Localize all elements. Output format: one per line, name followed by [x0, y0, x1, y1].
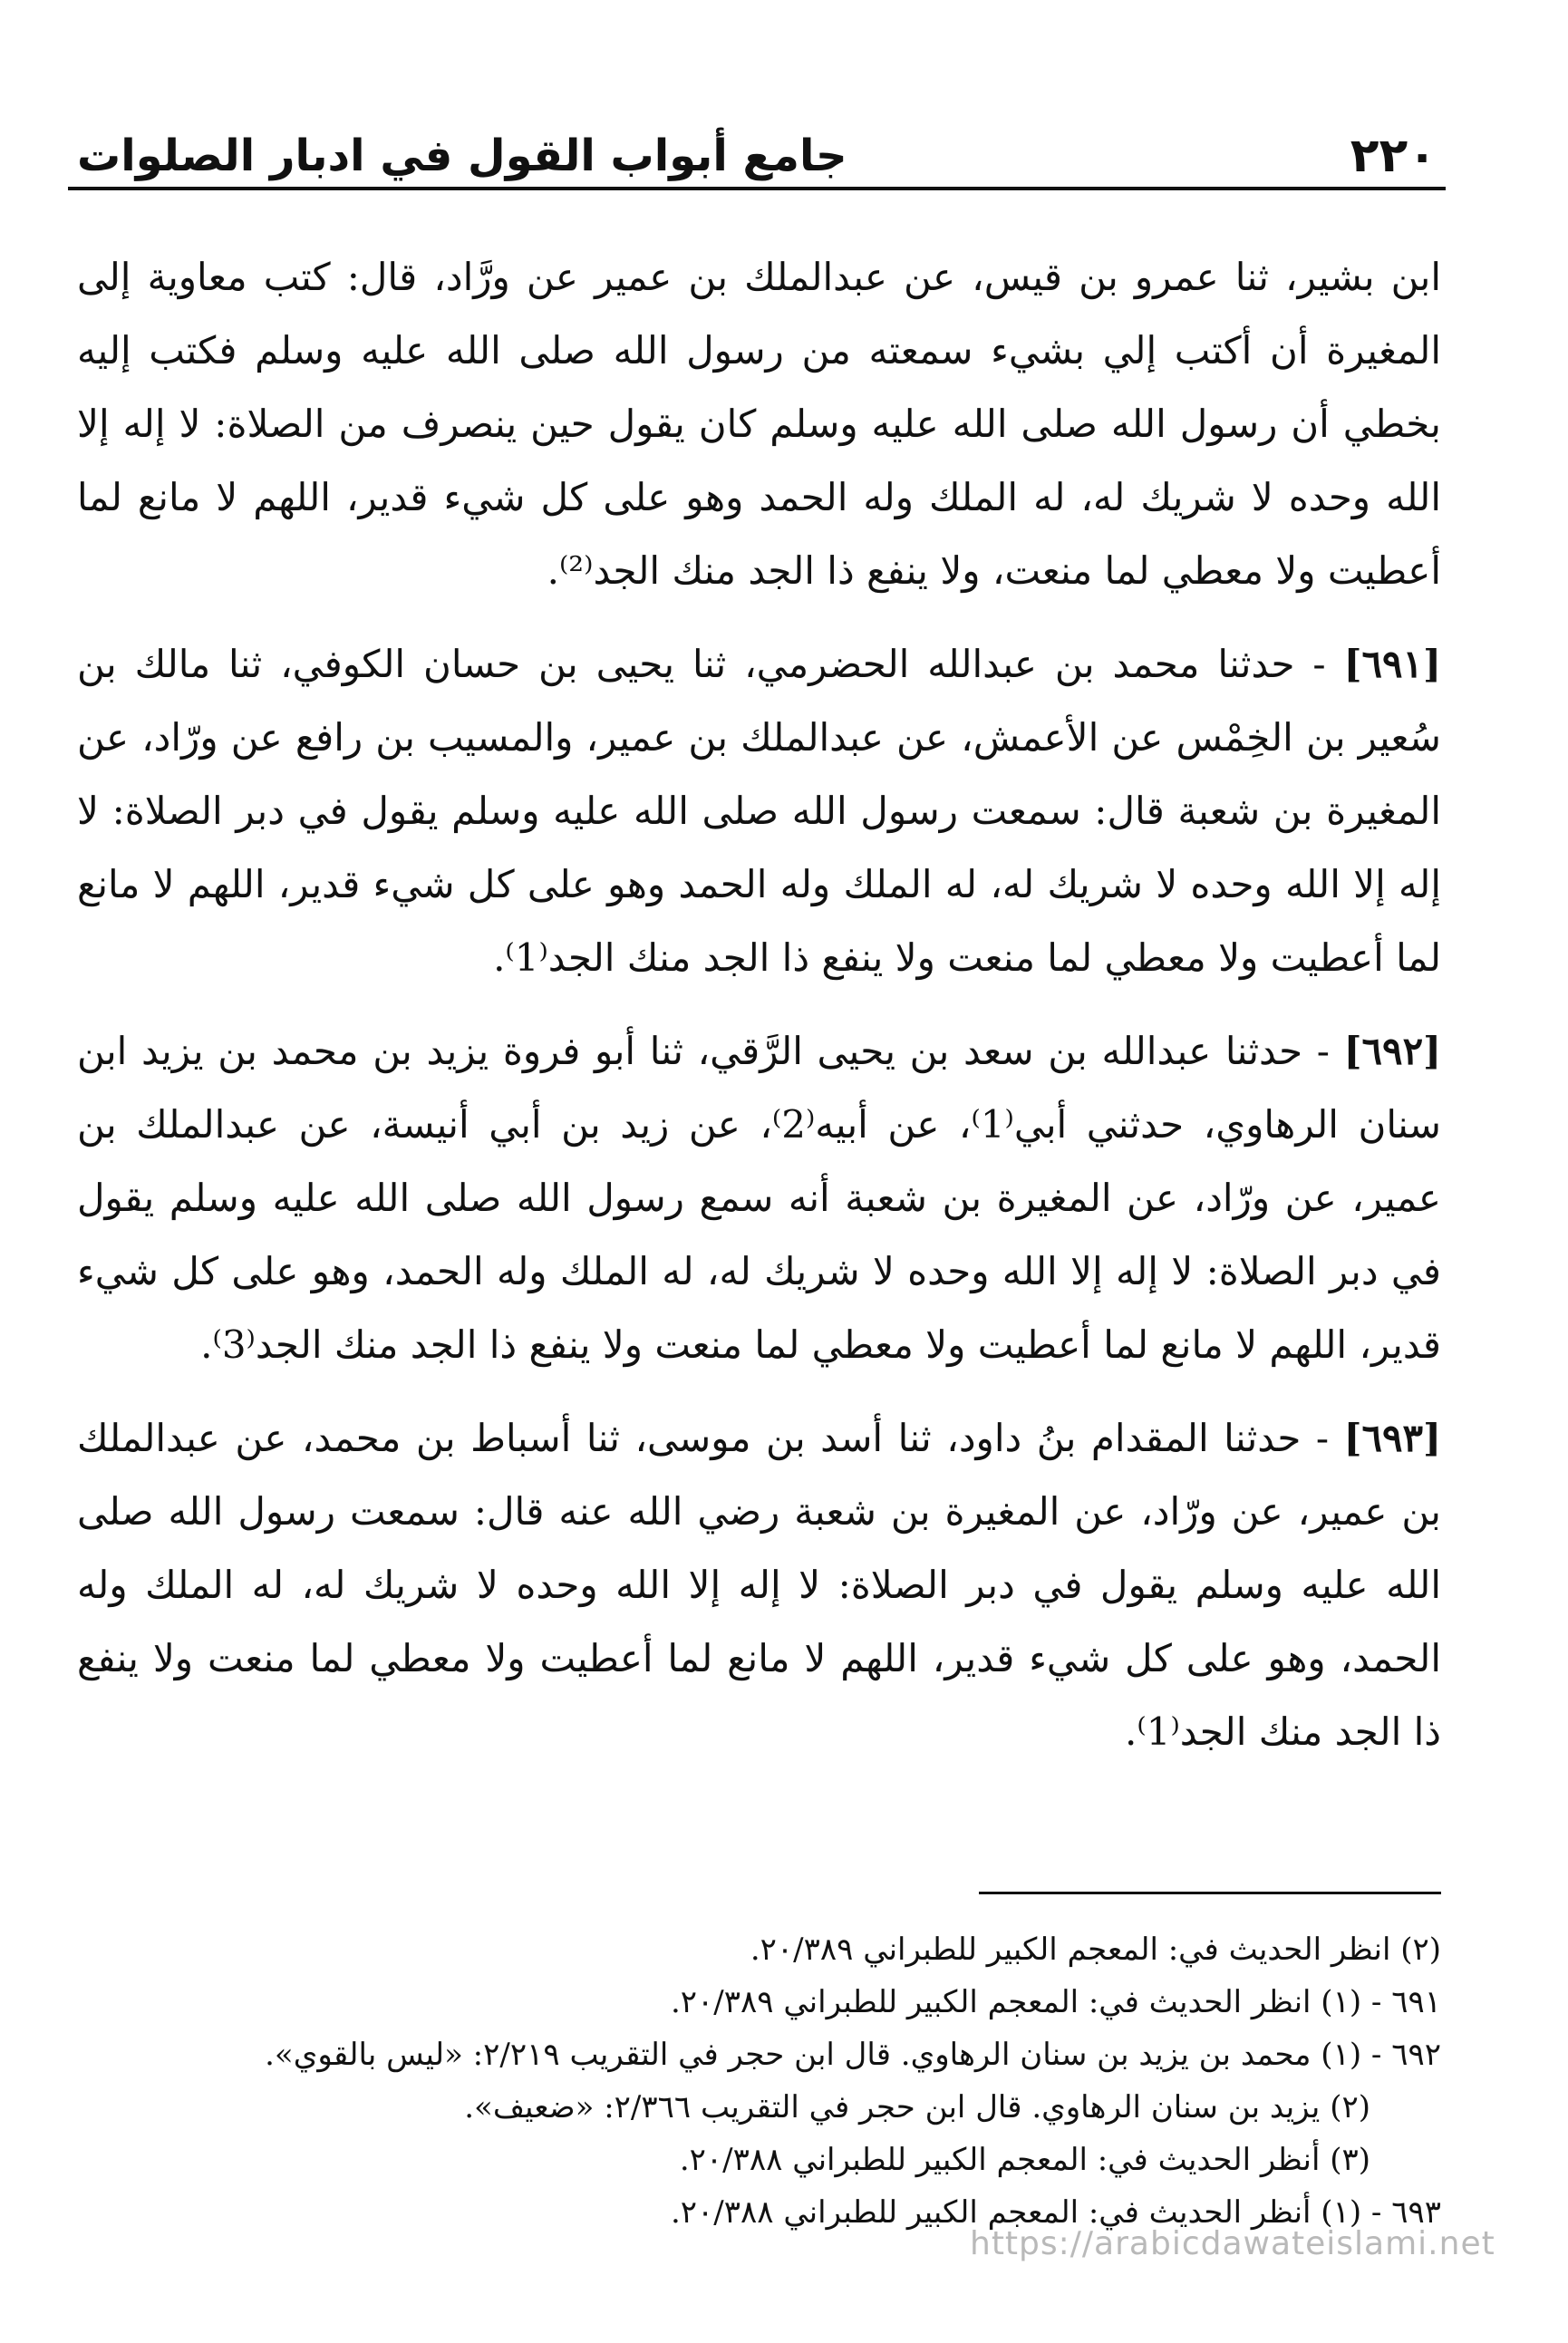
hadith-number: [٦٩٣]: [1343, 1416, 1441, 1460]
footnote: (٣) أنظر الحديث في: المعجم الكبير للطبراني ٢٠/٣٨٨.: [679, 2142, 1370, 2178]
footnote: ٦٩٣ - (١) أنظر الحديث في: المعجم الكبير للطبراني ٢٠/٣٨٨.: [670, 2194, 1441, 2231]
main-text: [77, 240, 1441, 1788]
paragraph-text: - حدثنا عبدالله بن سعد بن يحيى الرَّقي، ثنا أبو فروة يزيد بن محمد بن يزيد ابن سنان الرهاوي، حدثني أبي⁽1⁾، عن أبيه⁽2⁾، عن زيد بن أبي أنيسة، عن عبدالملك بن عمير، عن ورّاد، عن المغيرة بن شعبة أنه سمع رسول الله صلى الله عليه وسلم يقول في دبر الصلاة: لا إله إلا الله وحده لا شريك له، له الملك وله الحمد، وهو على كل شيء قدير، اللهم لا مانع لما أعطيت ولا معطي لما منعت ولا ينفع ذا الجد منك الجد⁽3⁾.: [77, 1029, 1441, 1367]
footnote: (٢) انظر الحديث في: المعجم الكبير للطبراني ٢٠/٣٨٩.: [750, 1932, 1441, 1968]
hadith-number: [٦٩٢]: [1343, 1029, 1442, 1073]
running-head: [68, 125, 1446, 187]
watermark-url: https://arabicdawateislami.net: [970, 2225, 1495, 2262]
paragraph-text: - حدثنا المقدام بنُ داود، ثنا أسد بن موسى، ثنا أسباط بن محمد، عن عبدالملك بن عمير، عن ورّاد، عن المغيرة بن شعبة رضي الله عنه قال: سمعت رسول الله صلى الله عليه وسلم يقول في دبر الصلاة: لا إله إلا الله وحده لا شريك له، له الملك وله الحمد، وهو على كل شيء قدير، اللهم لا مانع لما أعطيت ولا معطي لما منعت ولا ينفع ذا الجد منك الجد⁽1⁾.: [77, 1416, 1441, 1754]
header-rule: [68, 187, 1446, 190]
paragraph-text: ابن بشير، ثنا عمرو بن قيس، عن عبدالملك بن عمير عن ورَّاد، قال: كتب معاوية إلى المغيرة أن أكتب إلي بشيء سمعته من رسول الله صلى الله عليه وسلم فكتب إليه بخطي أن رسول الله صلى الله عليه وسلم كان يقول حين ينصرف من الصلاة: لا إله إلا الله وحده لا شريك له، له الملك وله الحمد وهو على كل شيء قدير، اللهم لا مانع لما أعطيت ولا معطي لما منعت، ولا ينفع ذا الجد منك الجد⁽²⁾.: [77, 255, 1441, 593]
footnote: ٦٩١ - (١) انظر الحديث في: المعجم الكبير للطبراني ٢٠/٣٨٩.: [670, 1984, 1441, 2020]
footnote-rule: [979, 1892, 1441, 1894]
footnote: ٦٩٢ - (١) محمد بن يزيد بن سنان الرهاوي. قال ابن حجر في التقريب ٢/٢١٩: «ليس بالقوي».: [265, 2037, 1441, 2073]
paragraph-continuation: [77, 240, 1441, 607]
paragraph-text: - حدثنا محمد بن عبدالله الحضرمي، ثنا يحيى بن حسان الكوفي، ثنا مالك بن سُعير بن الخِمْس عن الأعمش، عن عبدالملك بن عمير، والمسيب بن رافع عن ورّاد، عن المغيرة بن شعبة قال: سمعت رسول الله صلى الله عليه وسلم يقول في دبر الصلاة: لا إله إلا الله وحده لا شريك له، له الملك وله الحمد وهو على كل شيء قدير، اللهم لا مانع لما أعطيت ولا معطي لما منعت ولا ينفع ذا الجد منك الجد⁽1⁾.: [77, 642, 1441, 980]
hadith-693: [77, 1401, 1441, 1768]
page-number: ٢٢٠: [1350, 129, 1437, 183]
hadith-691: [77, 627, 1441, 994]
footnotes: [265, 1923, 1441, 2239]
footnote: (٢) يزيد بن سنان الرهاوي. قال ابن حجر في التقريب ٢/٣٦٦: «ضعيف».: [464, 2089, 1370, 2125]
book-title: جامع أبواب القول في ادبار الصلوات: [77, 131, 847, 181]
hadith-692: [77, 1014, 1441, 1381]
hadith-number: [٦٩١]: [1343, 642, 1441, 686]
